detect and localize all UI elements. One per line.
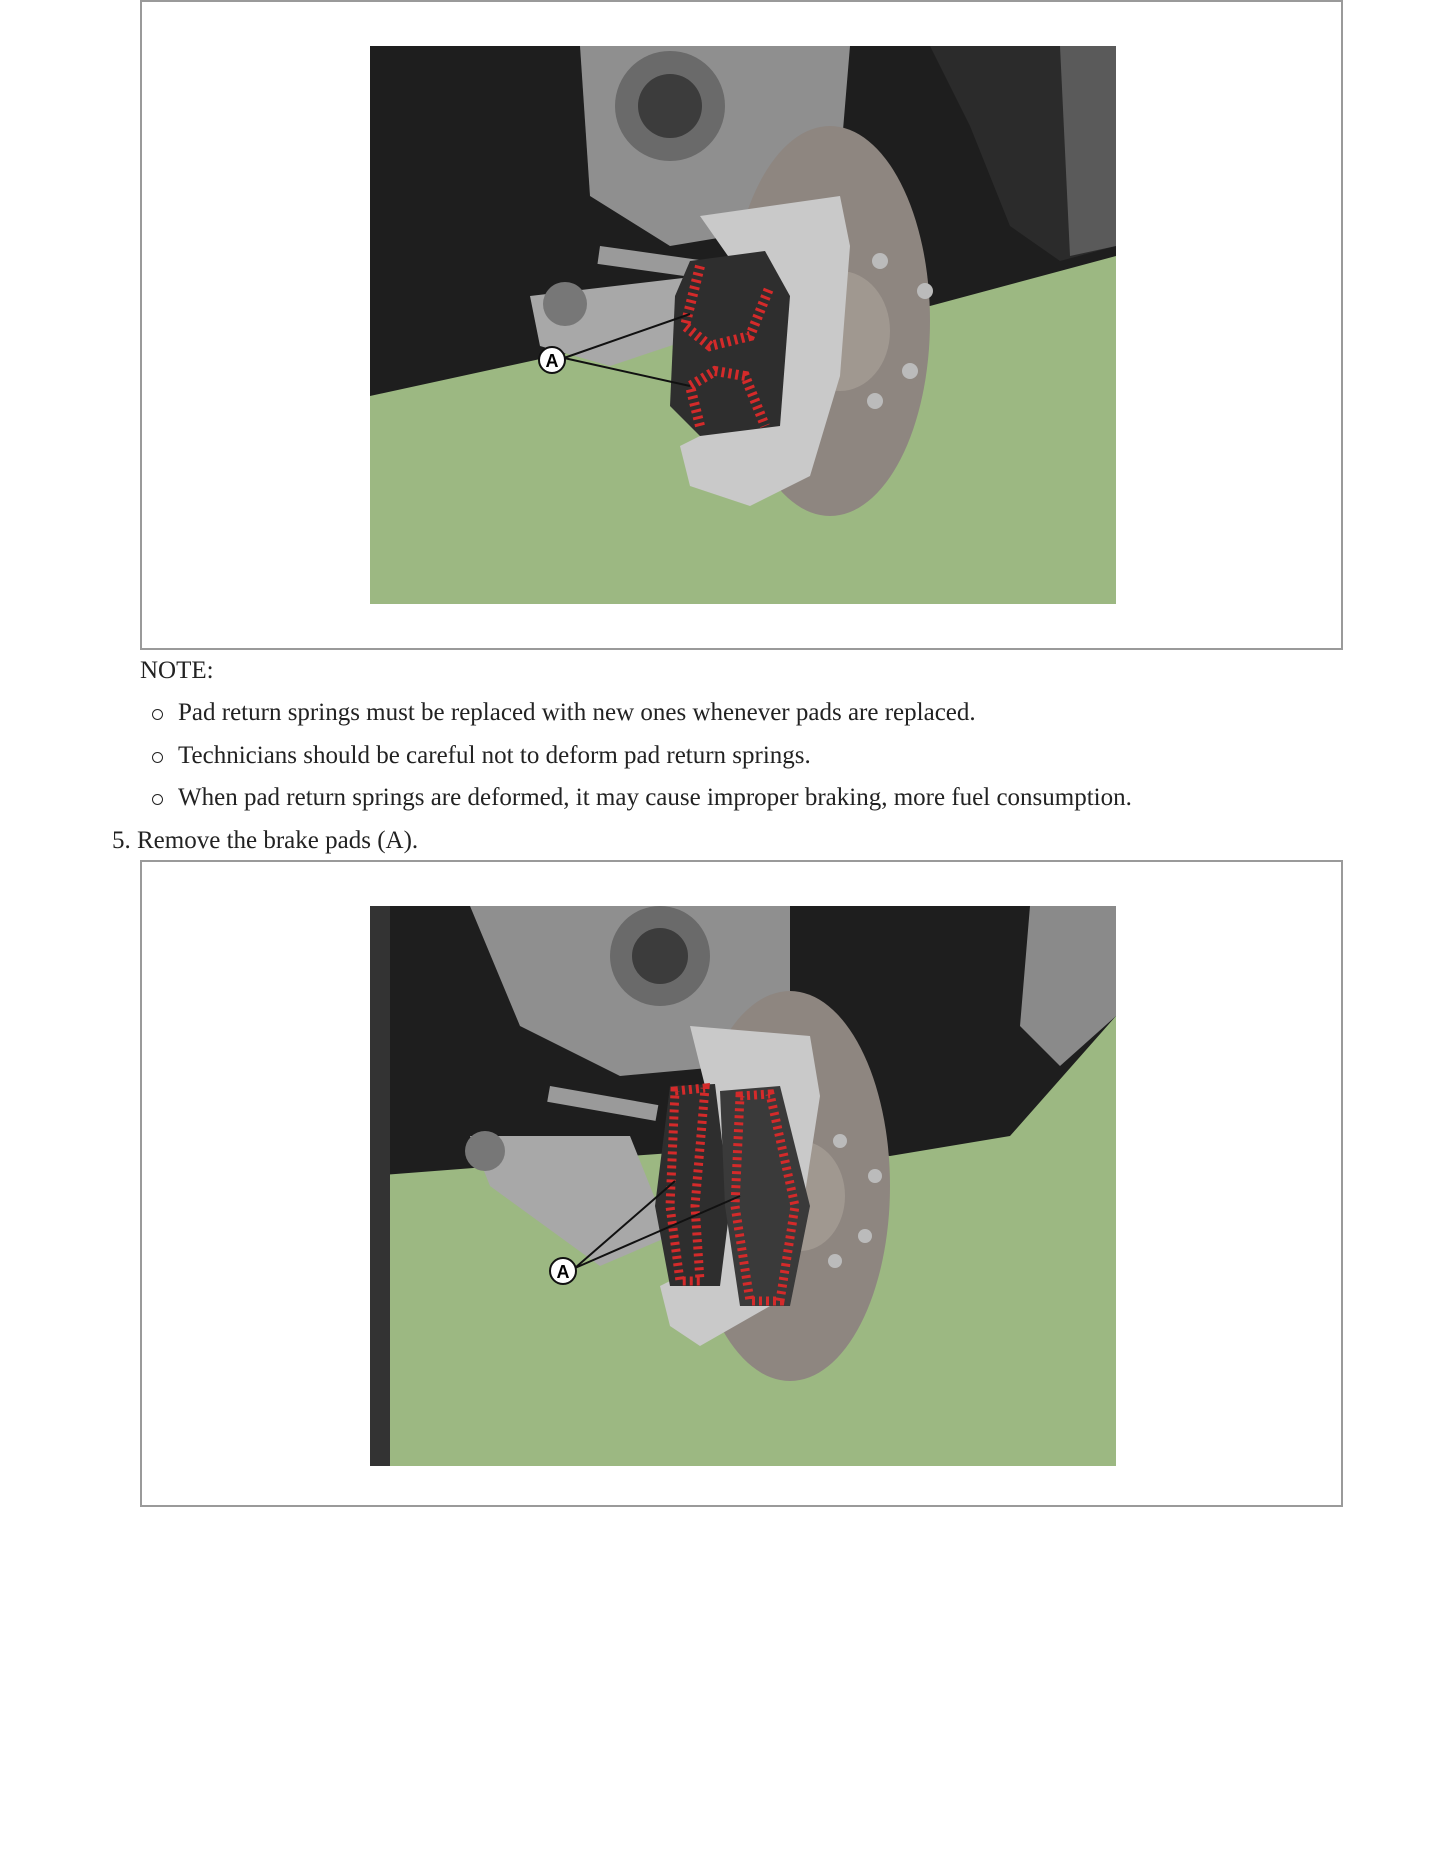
note-item: Pad return springs must be replaced with new ones whenever pads are replaced. [178,698,976,728]
bullet-circle-icon [152,709,163,720]
bullet-circle-icon [152,752,163,763]
step-text: Remove the brake pads (A). [137,827,419,854]
brake-caliper-photo-2 [370,906,1116,1466]
bullet-circle-icon [152,794,163,805]
callout-a: A [556,1262,570,1282]
note-label: NOTE: [140,657,214,684]
note-item: When pad return springs are deformed, it may cause improper braking, more fuel consumption. [178,783,1132,813]
callout-a: A [545,351,559,371]
note-item: Technicians should be careful not to deform pad return springs. [178,741,811,771]
step-number: 5. [112,827,131,854]
figure-pad-return-springs [140,0,1343,650]
figure-brake-pads [140,860,1343,1507]
brake-caliper-photo-1 [370,46,1116,604]
step-5 [112,826,418,856]
